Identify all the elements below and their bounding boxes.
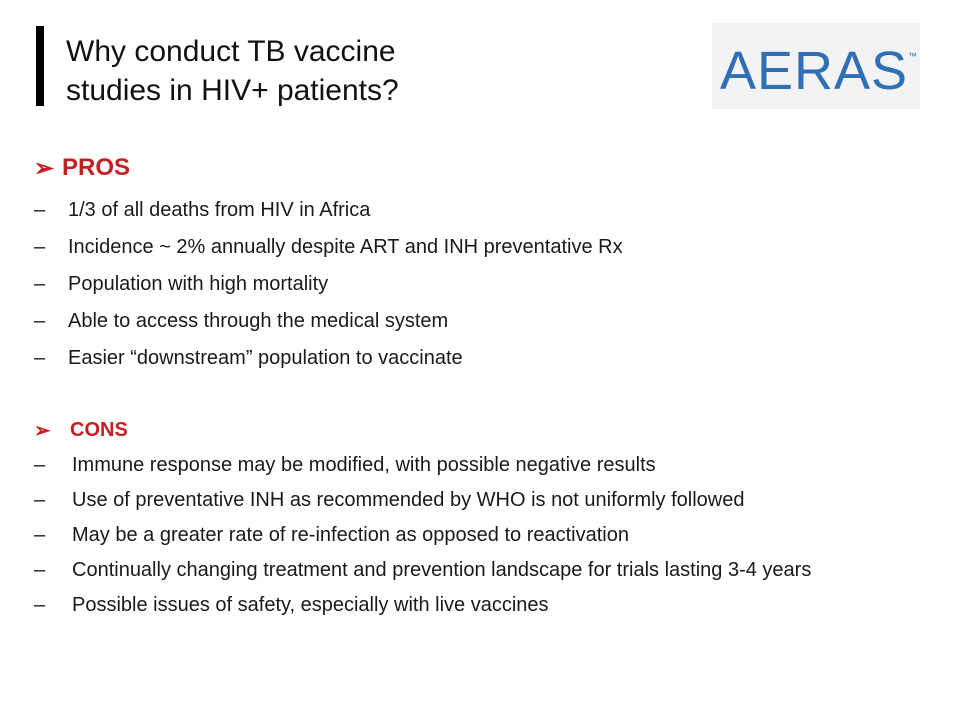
- list-item-text: 1/3 of all deaths from HIV in Africa: [68, 199, 371, 221]
- dash-bullet: –: [34, 454, 46, 476]
- list-item-text: May be a greater rate of re-infection as opposed to reactivation: [72, 524, 629, 546]
- list-item: [34, 235, 623, 259]
- list-item-text: Easier “downstream” population to vaccinate: [68, 347, 463, 369]
- dash-bullet: –: [34, 489, 46, 511]
- list-item-text: Immune response may be modified, with possible negative results: [72, 454, 656, 476]
- dash-bullet: –: [34, 594, 46, 616]
- list-item-text: Population with high mortality: [68, 273, 329, 295]
- dash-bullet: –: [34, 199, 46, 221]
- pros-list: [34, 198, 623, 370]
- dash-bullet: –: [34, 559, 46, 581]
- aeras-logo-graphic: [712, 23, 920, 109]
- cons-heading-row: [34, 412, 947, 448]
- list-item: [34, 452, 947, 478]
- list-item: [34, 346, 623, 370]
- list-item: [34, 198, 623, 222]
- dash-bullet: –: [34, 310, 46, 332]
- list-item-text: Incidence ~ 2% annually despite ART and INH preventative Rx: [68, 236, 623, 258]
- dash-bullet: –: [34, 347, 46, 369]
- dash-bullet: –: [34, 524, 46, 546]
- list-item: [34, 557, 947, 583]
- aeras-logo-trademark: ™: [908, 51, 917, 61]
- arrow-bullet-icon: ➢: [34, 419, 51, 442]
- dash-bullet: –: [34, 236, 46, 258]
- arrow-bullet-icon: ➢: [34, 154, 55, 182]
- list-item: [34, 309, 623, 333]
- list-item: [34, 487, 947, 513]
- cons-heading: CONS: [70, 418, 128, 441]
- pros-heading: PROS: [62, 154, 131, 181]
- title-line-2: studies in HIV+ patients?: [66, 74, 399, 107]
- list-item-text: Continually changing treatment and prevention landscape for trials lasting 3-4 years: [72, 559, 812, 581]
- list-item: [34, 522, 947, 548]
- aeras-logo-wordmark: AERAS: [720, 41, 909, 101]
- cons-list: [34, 452, 947, 618]
- pros-heading-row: [34, 148, 623, 188]
- title-line-1: Why conduct TB vaccine: [66, 35, 396, 68]
- list-item-text: Possible issues of safety, especially with live vaccines: [72, 594, 549, 616]
- aeras-logo: [712, 23, 920, 109]
- title-accent-bar: [36, 26, 44, 106]
- pros-section: [34, 148, 623, 370]
- list-item: [34, 272, 623, 296]
- cons-section: [34, 412, 947, 618]
- list-item-text: Able to access through the medical system: [68, 310, 449, 332]
- list-item: [34, 592, 947, 618]
- dash-bullet: –: [34, 273, 46, 295]
- list-item-text: Use of preventative INH as recommended by WHO is not uniformly followed: [72, 489, 745, 511]
- slide-title: [66, 32, 586, 110]
